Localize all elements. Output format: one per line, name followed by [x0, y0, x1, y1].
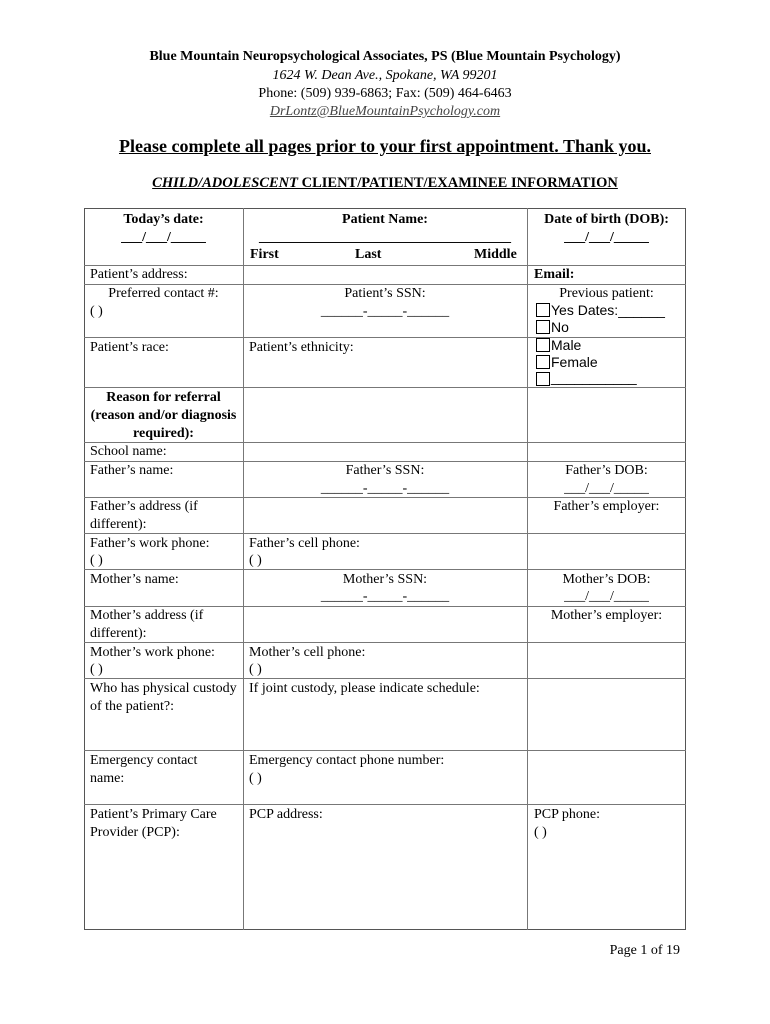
middle-name-label: Middle [474, 247, 517, 262]
emergency-contact-label: Emergency contact name: [90, 753, 198, 786]
grid-divider [84, 678, 686, 679]
mother-cell-phone-label: Mother’s cell phone: [249, 645, 366, 660]
pcp-address-label: PCP address: [249, 807, 323, 822]
yes-dates-label: Yes Dates:______ [551, 302, 665, 318]
grid-divider [84, 569, 686, 570]
first-name-label: First [250, 247, 279, 262]
father-cell-phone-field[interactable]: ( ) [249, 553, 262, 568]
notice: Please complete all pages prior to your first appointment. Thank you. [118, 136, 651, 156]
org-name: Blue Mountain Neuropsychological Associates, PS (Blue Mountain Psychology) [149, 49, 621, 64]
father-dob-field[interactable]: ___/___/_____ [564, 481, 649, 496]
patient-ssn-label: Patient’s SSN: [344, 286, 426, 301]
preferred-contact-field[interactable]: ( ) [90, 304, 103, 319]
preferred-contact-label: Preferred contact #: [108, 286, 219, 301]
last-name-label: Last [355, 247, 382, 262]
mother-dob-label: Mother’s DOB: [562, 572, 651, 587]
school-name-label: School name: [90, 444, 167, 459]
father-work-phone-field[interactable]: ( ) [90, 553, 103, 568]
joint-custody-label: If joint custody, please indicate schedule: [249, 681, 480, 696]
dob-label: Date of birth (DOB): [544, 212, 669, 227]
pcp-phone-field[interactable]: ( ) [534, 825, 547, 840]
emergency-phone-field[interactable]: ( ) [249, 771, 262, 786]
mother-dob-field[interactable]: ___/___/_____ [564, 589, 649, 604]
patient-race-label: Patient’s race: [90, 340, 169, 355]
father-name-label: Father’s name: [90, 463, 174, 478]
father-dob-label: Father’s DOB: [565, 463, 648, 478]
todays-date-label: Today’s date: [123, 212, 204, 227]
email-label: Email: [534, 267, 575, 282]
patient-name-field[interactable]: ____________________________________ [259, 230, 511, 245]
emergency-phone-label: Emergency contact phone number: [249, 753, 445, 768]
mother-ssn-label: Mother’s SSN: [342, 572, 428, 587]
grid-divider [84, 337, 686, 338]
physical-custody-label: Who has physical custody of the patient?: [90, 681, 237, 714]
previous-patient-label: Previous patient: [559, 286, 654, 301]
yes-checkbox[interactable] [536, 303, 550, 317]
mother-cell-phone-field[interactable]: ( ) [249, 662, 262, 677]
father-cell-phone-label: Father’s cell phone: [249, 536, 360, 551]
other-gender-checkbox[interactable] [536, 372, 550, 386]
pcp-phone-label: PCP phone: [534, 807, 600, 822]
pcp-label: Patient’s Primary Care Provider (PCP): [90, 807, 217, 840]
male-checkbox[interactable] [536, 338, 550, 352]
org-email-link[interactable]: DrLontz@BlueMountainPsychology.com [269, 104, 501, 119]
female-label: Female [551, 354, 598, 370]
reason-referral-label: Reason for referral (reason and/or diagnosis required): [90, 390, 237, 441]
org-address: 1624 W. Dean Ave., Spokane, WA 99201 [272, 68, 498, 83]
mother-name-label: Mother’s name: [90, 572, 179, 587]
org-phones: Phone: (509) 939-6863; Fax: (509) 464-6463 [258, 86, 512, 101]
no-checkbox[interactable] [536, 320, 550, 334]
father-ssn-field[interactable]: ______-_____-______ [320, 481, 450, 496]
form-title [0, 175, 770, 192]
form-title-rest: CLIENT/PATIENT/EXAMINEE INFORMATION [298, 175, 618, 191]
female-checkbox[interactable] [536, 355, 550, 369]
patient-ssn-field[interactable]: ______-_____-______ [320, 304, 450, 319]
patient-address-label: Patient’s address: [90, 267, 188, 282]
grid-divider [84, 750, 686, 751]
reason-referral-field[interactable] [243, 388, 527, 442]
mother-employer-label: Mother’s employer: [550, 608, 663, 623]
other-gender-field[interactable]: ___________ [551, 369, 637, 385]
patient-name-label: Patient Name: [342, 212, 428, 227]
dob-field[interactable]: ___/___/_____ [564, 230, 649, 245]
mother-ssn-field[interactable]: ______-_____-______ [320, 589, 450, 604]
mother-work-phone-field[interactable]: ( ) [90, 662, 103, 677]
male-label: Male [551, 337, 582, 353]
form-title-italic: CHILD/ADOLESCENT [152, 175, 298, 191]
father-address-label: Father’s address (if different): [90, 499, 198, 532]
mother-work-phone-label: Mother’s work phone: [90, 645, 215, 660]
no-label: No [551, 319, 569, 335]
mother-address-label: Mother’s address (if different): [90, 608, 204, 641]
page-number: Page 1 of 19 [609, 943, 680, 958]
patient-ethnicity-label: Patient’s ethnicity: [249, 340, 354, 355]
father-employer-label: Father’s employer: [553, 499, 660, 514]
todays-date-field[interactable]: ___/___/_____ [121, 230, 206, 245]
father-work-phone-label: Father’s work phone: [90, 536, 210, 551]
father-ssn-label: Father’s SSN: [345, 463, 425, 478]
grid-divider [84, 804, 686, 805]
